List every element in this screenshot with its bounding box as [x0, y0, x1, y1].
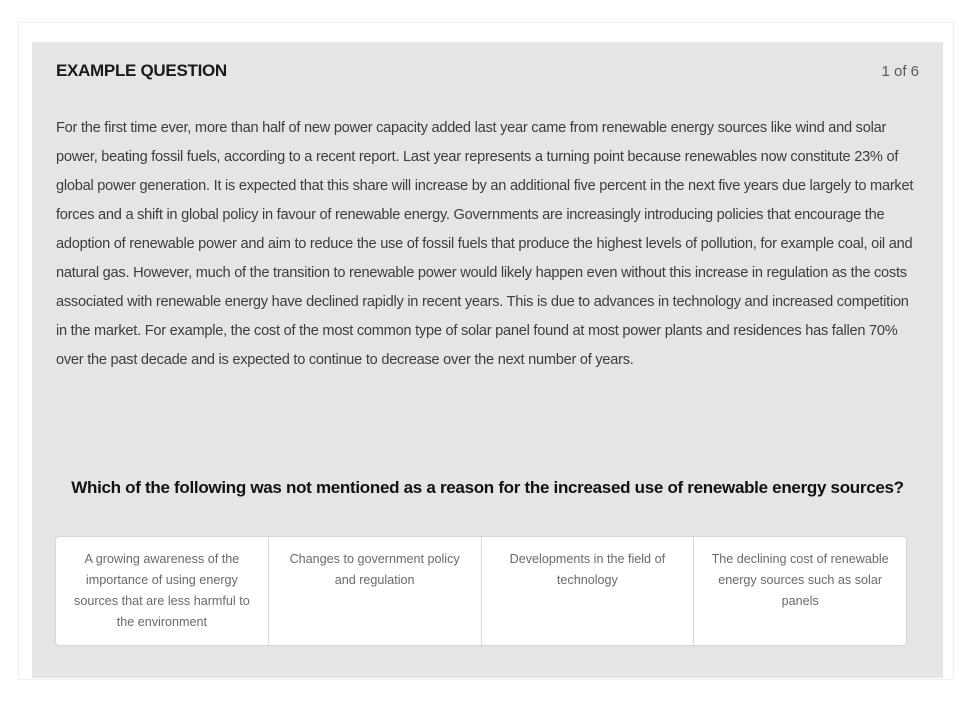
answer-options: [55, 536, 907, 646]
answer-option-3[interactable]: Developments in the field of technology: [482, 537, 695, 645]
question-counter: 1 of 6: [881, 62, 919, 80]
answer-option-1[interactable]: A growing awareness of the importance of using energy sources that are less harmful to the environment: [56, 537, 269, 645]
card-header: [56, 58, 919, 84]
question-card: [32, 42, 943, 678]
reading-passage: For the first time ever, more than half of new power capacity added last year came from renewable energy sources like wind and solar power, beating fossil fuels, according to a recent report. Last year represents a turning point because renewables now constitute 23% of global power generation. It is expected that this share will increase by an additional five percent in the next five years due largely to market forces and a shift in global policy in favour of renewable energy. Governments are increasingly introducing policies that encourage the adoption of renewable power and aim to reduce the use of fossil fuels that produce the highest levels of pollution, for example coal, oil and natural gas. However, much of the transition to renewable power would likely happen even without this increase in regulation as the costs associated with renewable energy have declined rapidly in recent years. This is due to advances in technology and increased competition in the market. For example, the cost of the most common type of solar panel found at most power plants and residences has fallen 70% over the past decade and is expected to continue to decrease over the next number of years.: [56, 120, 914, 368]
card-title: EXAMPLE QUESTION: [56, 61, 227, 80]
question-prompt: Which of the following was not mentioned as a reason for the increased use of renewable energy sources?: [71, 478, 904, 497]
answer-option-4[interactable]: The declining cost of renewable energy sources such as solar panels: [711, 552, 889, 608]
answer-option-2[interactable]: Changes to government policy and regulation: [269, 537, 482, 645]
